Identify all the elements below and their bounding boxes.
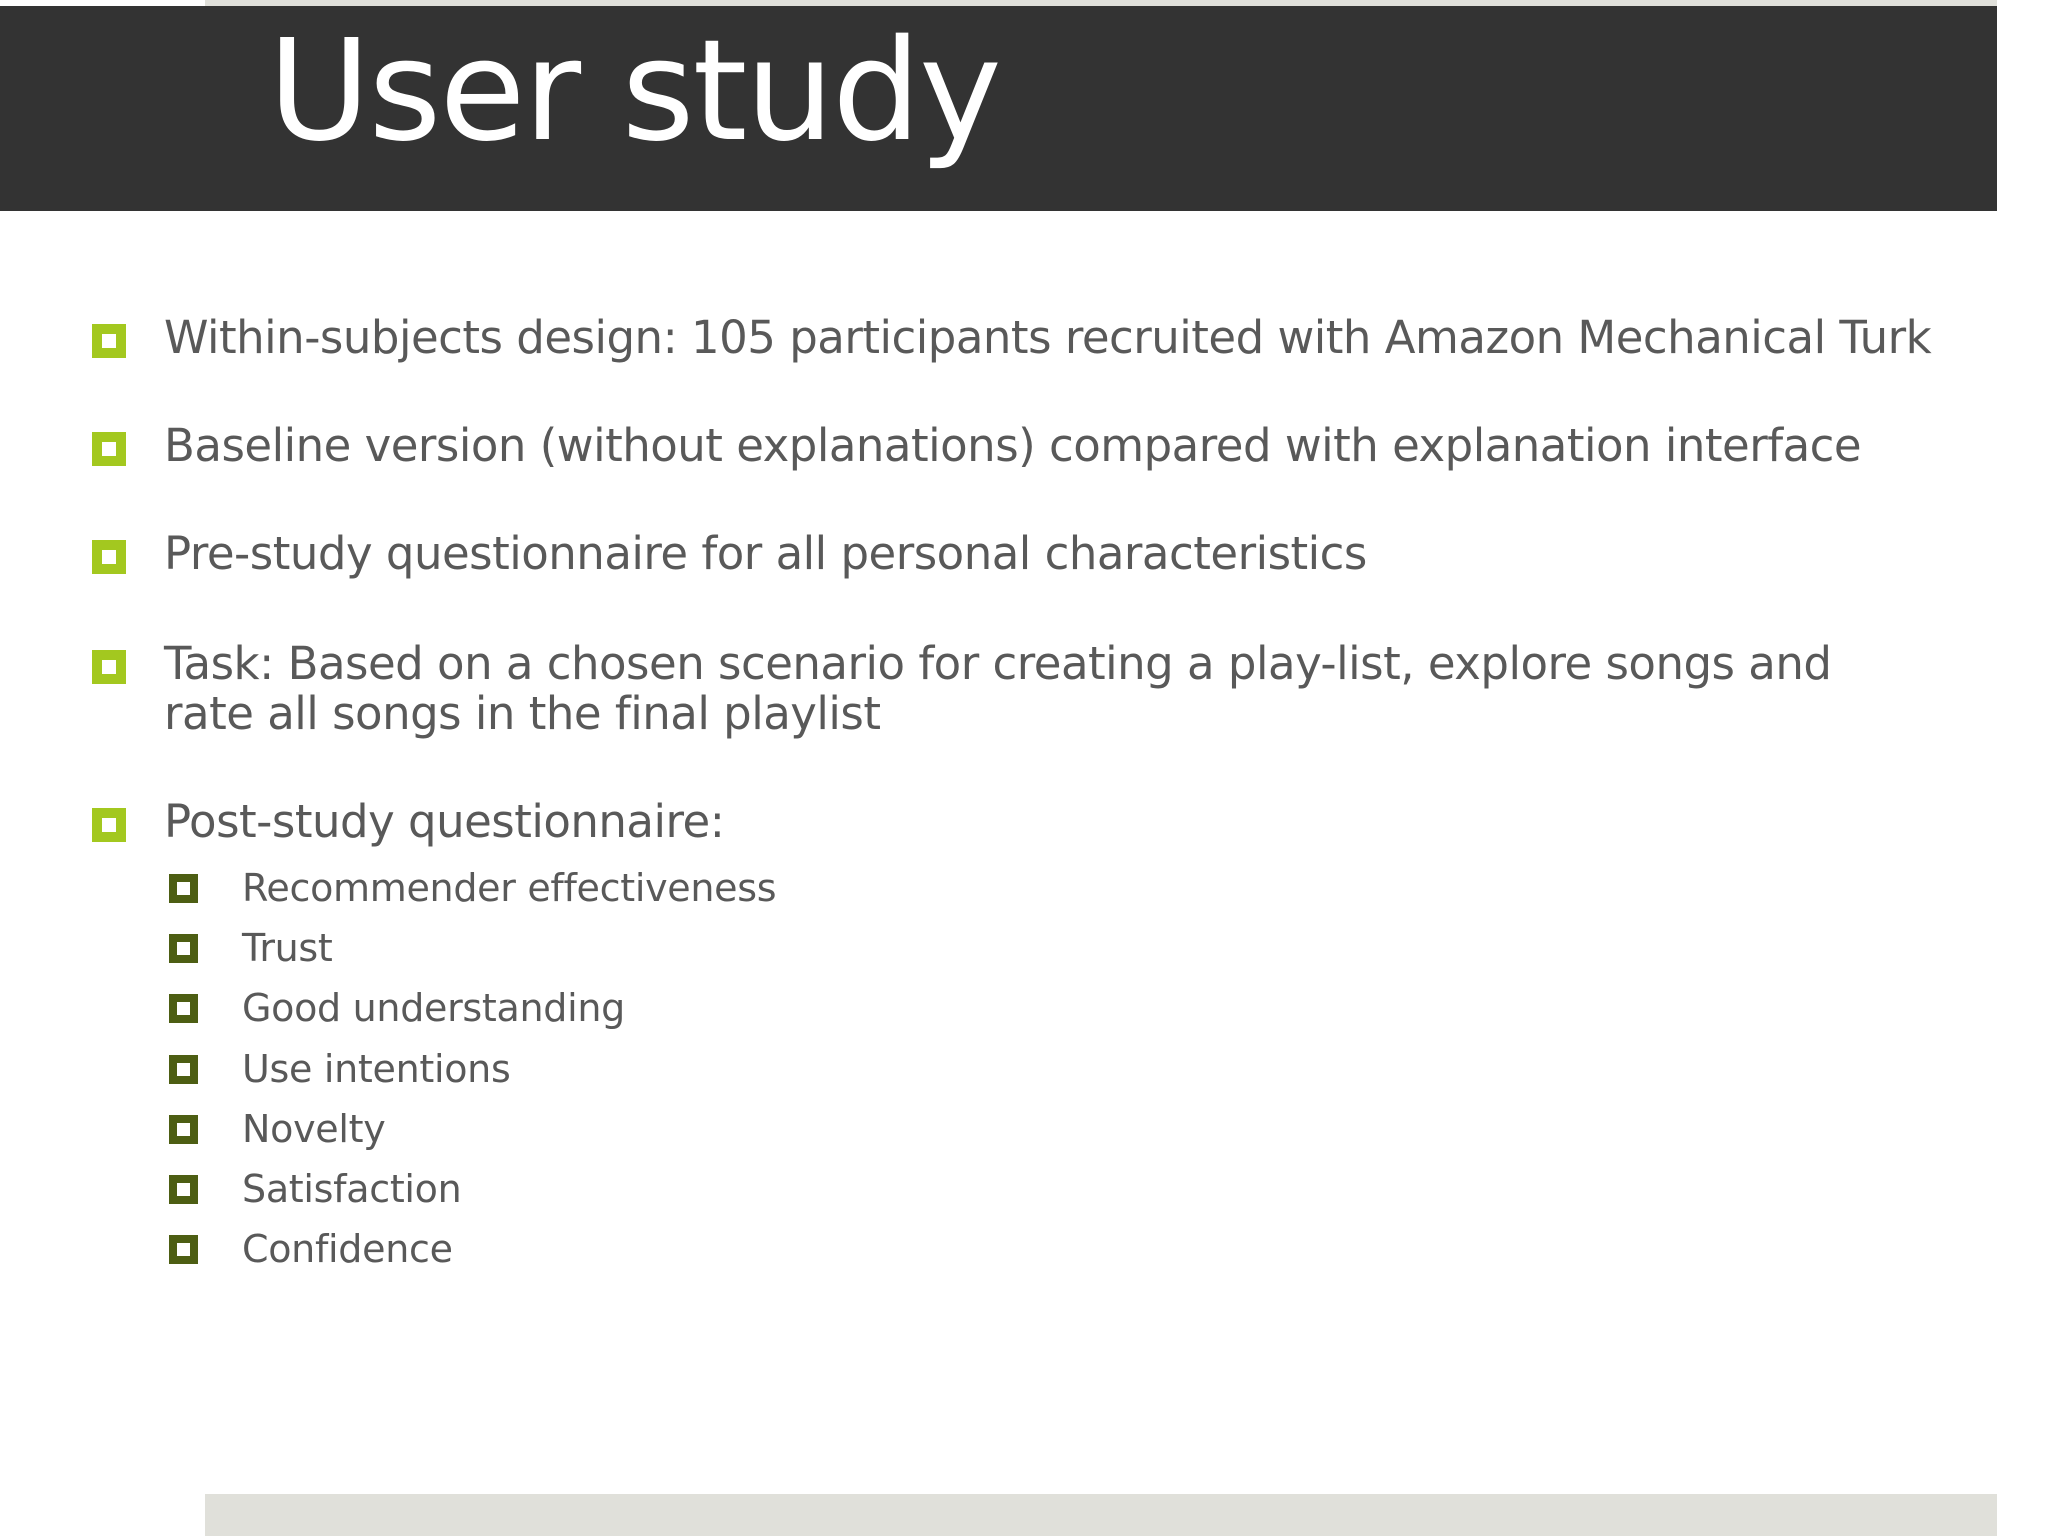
hollow-square-icon: [92, 808, 126, 842]
hollow-square-icon: [169, 874, 198, 903]
hollow-square-icon: [169, 1115, 198, 1144]
sub-bullet-text: Use intentions: [242, 1047, 511, 1091]
bullet-text: Post-study questionnaire:: [164, 795, 725, 848]
hollow-square-icon: [169, 994, 198, 1023]
slide-title: User study: [268, 10, 1000, 173]
sub-bullet-text: Trust: [242, 926, 333, 970]
bullet-text-line-2: rate all songs in the final playlist: [164, 687, 881, 740]
bullet-text: Pre-study questionnaire for all personal characteristics: [164, 527, 1367, 580]
hollow-square-icon: [92, 432, 126, 466]
hollow-square-icon: [169, 934, 198, 963]
sub-bullet-text: Satisfaction: [242, 1167, 462, 1211]
hollow-square-icon: [169, 1055, 198, 1084]
hollow-square-icon: [92, 650, 126, 684]
hollow-square-icon: [169, 1175, 198, 1204]
sub-bullet-text: Recommender effectiveness: [242, 866, 777, 910]
hollow-square-icon: [92, 540, 126, 574]
hollow-square-icon: [169, 1235, 198, 1264]
bullet-text: Baseline version (without explanations) compared with explanation interface: [164, 419, 1862, 472]
sub-bullet-text: Confidence: [242, 1227, 453, 1271]
bullet-text-line-1: Task: Based on a chosen scenario for creating a play-list, explore songs and: [164, 637, 1832, 690]
sub-bullet-text: Good understanding: [242, 986, 625, 1030]
bottom-accent-strip: [205, 1494, 1997, 1536]
hollow-square-icon: [92, 324, 126, 358]
bullet-text: Within-subjects design: 105 participants recruited with Amazon Mechanical Turk: [164, 311, 1932, 364]
sub-bullet-text: Novelty: [242, 1107, 386, 1151]
